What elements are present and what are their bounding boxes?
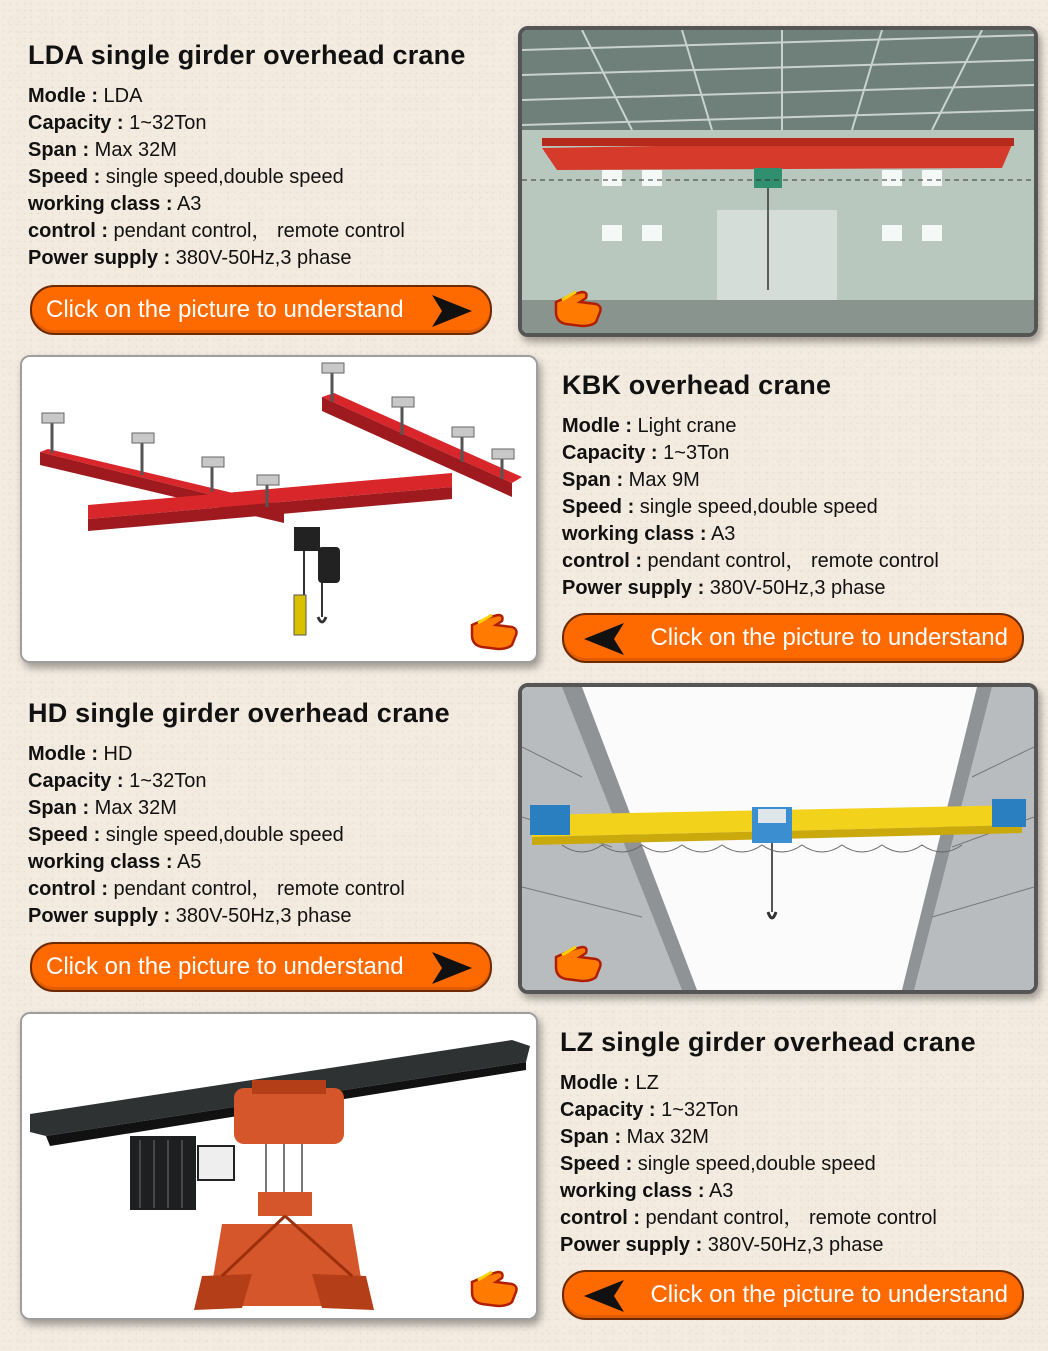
spec-row xyxy=(562,548,939,575)
spec-value: Max 32M xyxy=(621,1126,709,1148)
spec-row xyxy=(562,413,939,440)
spec-row xyxy=(28,768,450,795)
spec-key: working class : xyxy=(562,523,707,545)
spec-value: LDA xyxy=(98,85,143,107)
spec-key: Power supply : xyxy=(562,577,705,599)
kbk-info xyxy=(562,370,939,602)
spec-key: Speed : xyxy=(560,1153,633,1175)
spec-key: working class : xyxy=(560,1180,705,1202)
arrow-right-icon xyxy=(430,293,474,329)
hd-info xyxy=(28,698,450,930)
spec-row xyxy=(560,1124,976,1151)
spec-row xyxy=(28,164,466,191)
spec-key: Capacity : xyxy=(562,442,658,464)
spec-row xyxy=(560,1178,976,1205)
kbk-crane-photo[interactable] xyxy=(20,355,538,663)
spec-key: Speed : xyxy=(28,166,101,188)
spec-key: Capacity : xyxy=(28,112,124,134)
spec-value: single speed,double speed xyxy=(634,496,878,518)
button-label: Click on the picture to understand xyxy=(650,1281,1008,1308)
spec-row xyxy=(28,876,450,903)
spec-row xyxy=(562,521,939,548)
spec-key: Span : xyxy=(28,139,90,161)
spec-key: Span : xyxy=(560,1126,622,1148)
spec-key: control : xyxy=(28,878,108,900)
spec-value: 380V-50Hz,3 phase xyxy=(702,1234,884,1256)
hd-specs xyxy=(28,741,450,930)
spec-key: Span : xyxy=(28,797,90,819)
arrow-left-icon xyxy=(582,1278,626,1314)
spec-value: single speed,double speed xyxy=(100,824,344,846)
spec-value: 380V-50Hz,3 phase xyxy=(170,905,352,927)
spec-row xyxy=(28,218,466,245)
spec-key: Modle : xyxy=(562,415,632,437)
spec-key: control : xyxy=(560,1207,640,1229)
hd-understand-button[interactable] xyxy=(30,942,492,992)
spec-row xyxy=(28,795,450,822)
spec-row xyxy=(28,137,466,164)
spec-row xyxy=(28,83,466,110)
spec-row xyxy=(28,191,466,218)
spec-key: working class : xyxy=(28,851,173,873)
spec-row xyxy=(562,494,939,521)
arrow-left-icon xyxy=(582,621,626,657)
pointing-hand-icon xyxy=(552,288,606,328)
spec-key: Power supply : xyxy=(28,905,171,927)
spec-key: Modle : xyxy=(28,743,98,765)
lz-understand-button[interactable] xyxy=(562,1270,1024,1320)
spec-value: pendant control， remote control xyxy=(108,220,405,242)
hd-title: HD single girder overhead crane xyxy=(28,698,450,728)
lz-specs xyxy=(560,1070,976,1259)
button-label: Click on the picture to understand xyxy=(650,624,1008,651)
spec-row xyxy=(28,822,450,849)
lda-understand-button[interactable] xyxy=(30,285,492,335)
spec-value: HD xyxy=(98,743,133,765)
spec-value: single speed,double speed xyxy=(100,166,344,188)
spec-key: Span : xyxy=(562,469,624,491)
spec-value: Max 32M xyxy=(89,797,177,819)
spec-row xyxy=(28,849,450,876)
spec-value: A5 xyxy=(172,851,202,873)
spec-value: 1~32Ton xyxy=(123,112,207,134)
spec-row xyxy=(560,1097,976,1124)
spec-value: single speed,double speed xyxy=(632,1153,876,1175)
spec-key: Power supply : xyxy=(28,247,171,269)
button-label: Click on the picture to understand xyxy=(46,296,404,323)
pointing-hand-icon xyxy=(552,943,606,983)
hd-crane-photo[interactable] xyxy=(518,683,1038,994)
spec-value: pendant control， remote control xyxy=(108,878,405,900)
spec-value: Light crane xyxy=(632,415,737,437)
spec-key: Capacity : xyxy=(560,1099,656,1121)
lz-info xyxy=(560,1027,976,1259)
spec-value: 1~32Ton xyxy=(655,1099,739,1121)
pointing-hand-icon xyxy=(468,611,522,651)
lz-title: LZ single girder overhead crane xyxy=(560,1027,976,1057)
spec-key: Capacity : xyxy=(28,770,124,792)
kbk-title: KBK overhead crane xyxy=(562,370,832,400)
spec-value: A3 xyxy=(704,1180,734,1202)
spec-row xyxy=(28,741,450,768)
spec-row xyxy=(560,1205,976,1232)
kbk-specs xyxy=(562,413,939,602)
spec-value: 1~3Ton xyxy=(657,442,730,464)
spec-row xyxy=(562,575,939,602)
spec-value: Max 32M xyxy=(89,139,177,161)
arrow-right-icon xyxy=(430,950,474,986)
spec-row xyxy=(562,440,939,467)
spec-key: working class : xyxy=(28,193,173,215)
spec-value: pendant control， remote control xyxy=(642,550,939,572)
spec-value: Max 9M xyxy=(623,469,700,491)
lz-grab-image xyxy=(22,1014,536,1318)
spec-value: pendant control， remote control xyxy=(640,1207,937,1229)
lz-crane-photo[interactable] xyxy=(20,1012,538,1320)
spec-value: A3 xyxy=(706,523,736,545)
button-label: Click on the picture to understand xyxy=(46,953,404,980)
spec-row xyxy=(562,467,939,494)
lda-info xyxy=(28,40,466,272)
spec-key: Modle : xyxy=(28,85,98,107)
spec-value: 1~32Ton xyxy=(123,770,207,792)
spec-value: A3 xyxy=(172,193,202,215)
spec-value: LZ xyxy=(630,1072,659,1094)
spec-row xyxy=(560,1232,976,1259)
spec-key: Speed : xyxy=(562,496,635,518)
pointing-hand-icon xyxy=(468,1268,522,1308)
spec-value: 380V-50Hz,3 phase xyxy=(170,247,352,269)
spec-key: Modle : xyxy=(560,1072,630,1094)
spec-key: control : xyxy=(28,220,108,242)
lda-crane-photo[interactable] xyxy=(518,26,1038,337)
spec-row xyxy=(28,245,466,272)
kbk-understand-button[interactable] xyxy=(562,613,1024,663)
spec-row xyxy=(560,1151,976,1178)
spec-row xyxy=(28,903,450,930)
spec-value: 380V-50Hz,3 phase xyxy=(704,577,886,599)
lda-title: LDA single girder overhead crane xyxy=(28,40,466,70)
spec-key: Power supply : xyxy=(560,1234,703,1256)
kbk-rail-image xyxy=(22,357,536,661)
spec-row xyxy=(28,110,466,137)
lda-specs xyxy=(28,83,466,272)
spec-key: control : xyxy=(562,550,642,572)
spec-key: Speed : xyxy=(28,824,101,846)
spec-row xyxy=(560,1070,976,1097)
